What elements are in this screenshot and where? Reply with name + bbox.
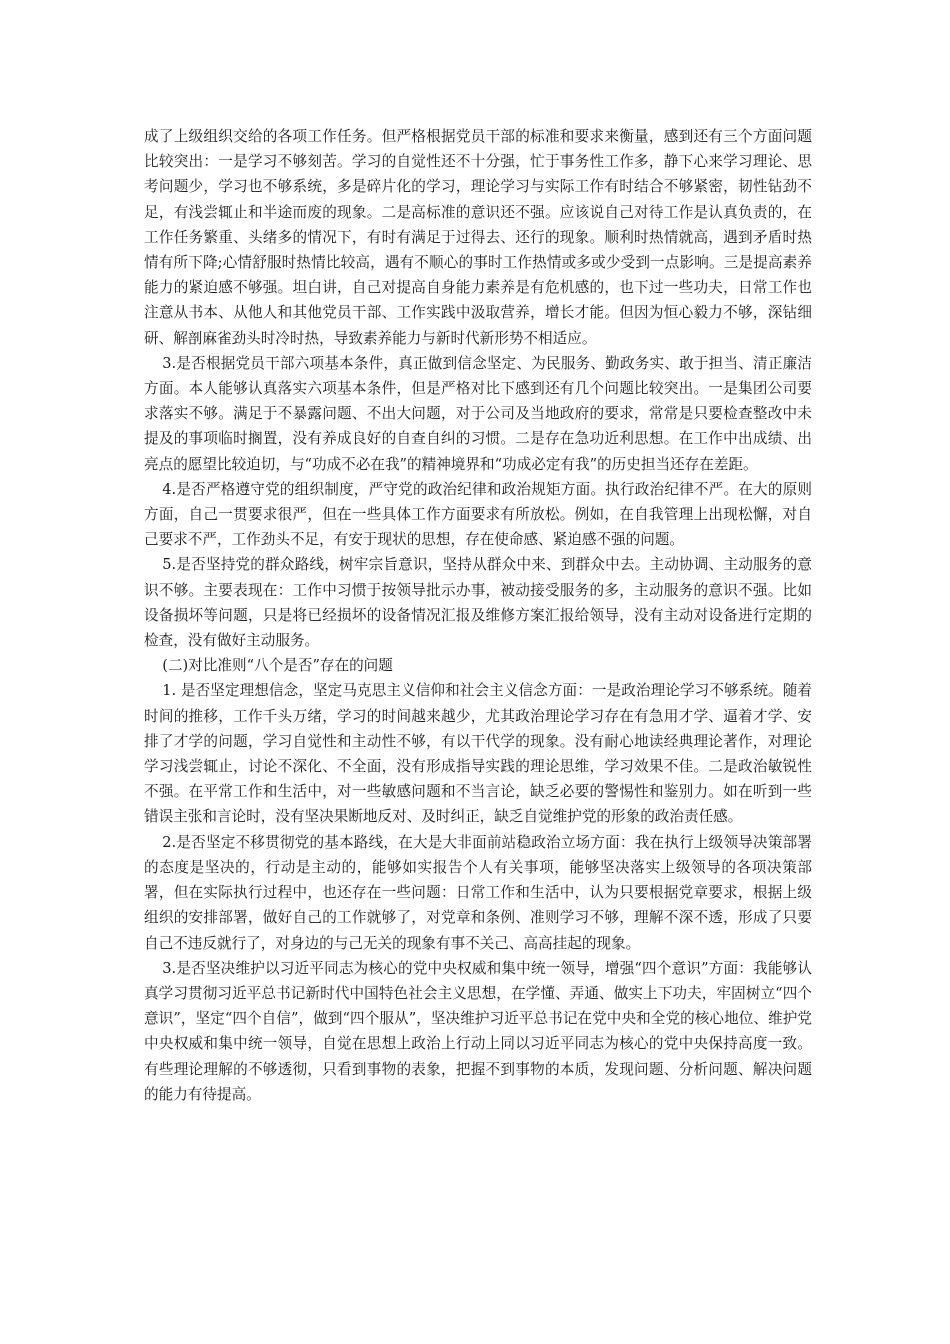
paragraph-item-4: 4.是否严格遵守党的组织制度，严守党的政治纪律和政治规矩方面。执行政治纪律不严。在大的原则方面，自己一贯要求很严，但在一些具体工作方面要求有所放松。例如，在自我管理上出现松懈，对自己要求不严，工作劲头不足，有安于现状的思想，存在使命感、紧迫感不强的问题。 <box>144 480 812 549</box>
section-heading: (二)对比准则“八个是否”存在的问题 <box>162 657 393 675</box>
document-body <box>144 124 812 1107</box>
paragraph-item-3: 3.是否根据党员干部六项基本条件，真正做到信念坚定、为民服务、勤政务实、敢于担当、清正廉洁方面。本人能够认真落实六项基本条件，但是严格对比下感到还有几个问题比较突出。一是集团公司要求落实不够。满足于不暴露问题、不出大问题，对于公司及当地政府的要求，常常是只要检查整改中未提及的事项临时搁置，没有养成良好的自查自纠的习惯。二是存在急功近利思想。在工作中出成绩、出亮点的愿望比较迫切，与“功成不必在我”的精神境界和“功成必定有我”的历史担当还存在差距。 <box>144 354 812 473</box>
paragraph-subitem-2: 2.是否坚定不移贯彻党的基本路线，在大是大非面前站稳政治立场方面：我在执行上级领导决策部署的态度是坚决的，行动是主动的，能够如实报告个人有关事项，能够坚决落实上级领导的各项决策部署，但在实际执行过程中，也还存在一些问题：日常工作和生活中，认为只要根据党章要求，根据上级组织的安排部署，做好自己的工作就够了，对党章和条例、准则学习不够，理解不深不透，形成了只要自己不违反就行了，对身边的与己无关的现象有事不关己、高高挂起的现象。 <box>144 833 812 952</box>
paragraph-subitem-1: 1. 是否坚定理想信念，坚定马克思主义信仰和社会主义信念方面：一是政治理论学习不够系统。随着时间的推移，工作千头万绪，学习的时间越来越少，尤其政治理论学习存在有急用才学、逼着才学、安排了才学的问题，学习自觉性和主动性不够，有以干代学的现象。没有耐心地读经典理论著作，对理论学习浅尝辄止，讨论不深化、不全面，没有形成指导实践的理论思维，学习效果不佳。二是政治敏锐性不强。在平常工作和生活中，对一些敏感问题和不当言论，缺乏必要的警惕性和鉴别力。如在听到一些错误主张和言论时，没有坚决果断地反对、及时纠正，缺乏自觉维护党的形象的政治责任感。 <box>144 682 812 826</box>
paragraph-subitem-3: 3.是否坚决维护以习近平同志为核心的党中央权威和集中统一领导，增强“四个意识”方面：我能够认真学习贯彻习近平总书记新时代中国特色社会主义思想，在学懂、弄通、做实上下功夫，牢固树立“四个意识”，坚定“四个自信”，做到“四个服从”，坚决维护习近平总书记在党中央和全党的核心地位、维护党中央权威和集中统一领导，自觉在思想上政治上行动上同以习近平同志为核心的党中央保持高度一致。有些理论理解的不够透彻，只看到事物的表象，把握不到事物的本质，发现问题、分析问题、解决问题的能力有待提高。 <box>144 959 812 1103</box>
paragraph-item-5: 5.是否坚持党的群众路线，树牢宗旨意识，坚持从群众中来、到群众中去。主动协调、主动服务的意识不够。主要表现在：工作中习惯于按领导批示办事，被动接受服务的多，主动服务的意识不强。比如设备损坏等问题，只是将已经损坏的设备情况汇报及维修方案汇报给领导，没有主动对设备进行定期的检查，没有做好主动服务。 <box>144 556 812 650</box>
paragraph-continuation: 成了上级组织交给的各项工作任务。但严格根据党员干部的标准和要求来衡量，感到还有三个方面问题比较突出：一是学习不够刻苦。学习的自觉性还不十分强，忙于事务性工作多，静下心来学习理论、思考问题少，学习也不够系统，多是碎片化的学习，理论学习与实际工作有时结合不够紧密，韧性钻劲不足，有浅尝辄止和半途而废的现象。二是高标准的意识还不强。应该说自己对待工作是认真负责的，在工作任务繁重、头绪多的情况下，有时有满足于过得去、还行的现象。顺利时热情就高，遇到矛盾时热情有所下降;心情舒服时热情比较高，遇有不顺心的事时工作热情或多或少受到一点影响。三是提高素养能力的紧迫感不够强。坦白讲，自己对提高自身能力素养是有危机感的，也下过一些功夫，日常工作也注意从书本、从他人和其他党员干部、工作实践中汲取营养，增长才能。但因为恒心毅力不够，深钻细研、解剖麻雀劲头时冷时热，导致素养能力与新时代新形势不相适应。 <box>144 128 812 347</box>
